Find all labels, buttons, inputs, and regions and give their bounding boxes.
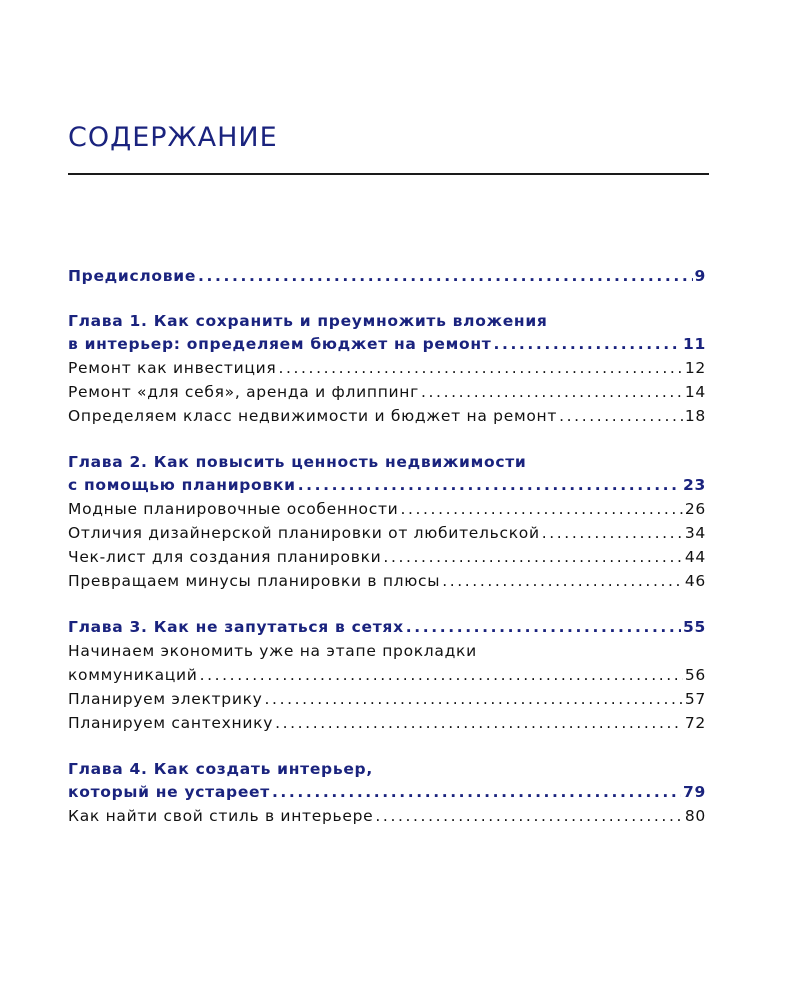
leader-dots — [375, 805, 682, 828]
leader-dots — [493, 333, 681, 356]
toc-section-1-3[interactable] — [68, 405, 706, 428]
toc-entry-title: коммуникаций — [68, 666, 198, 684]
toc-entry-page: 46 — [684, 572, 706, 590]
toc-entry-title: Предисловие — [68, 267, 197, 285]
leader-dots — [383, 546, 682, 569]
toc-entry-page: 14 — [684, 383, 706, 401]
toc-section-2-4[interactable] — [68, 570, 706, 593]
toc-entry-title: Отличия дизайнерской планировки от любительской — [68, 524, 540, 542]
toc-entry-title: Планируем сантехнику — [68, 714, 274, 732]
toc-section-4-1[interactable] — [68, 805, 706, 828]
toc-entry-page: 26 — [684, 500, 706, 518]
toc-entry-title: Глава 2. Как повысить ценность недвижимости — [68, 453, 527, 471]
toc-entry-title: в интерьер: определяем бюджет на ремонт — [68, 335, 492, 353]
toc-entry-page: 80 — [684, 807, 706, 825]
toc-entry-page: 9 — [694, 267, 706, 285]
toc-section-3-1-line2[interactable] — [68, 664, 706, 687]
toc-chapter-3[interactable] — [68, 616, 706, 639]
toc-section-2-1[interactable] — [68, 498, 706, 521]
toc-chapter-4-line2[interactable] — [68, 781, 706, 804]
toc-entry-title: Глава 1. Как сохранить и преумножить вложения — [68, 312, 548, 330]
toc-entry-title: Превращаем минусы планировки в плюсы — [68, 572, 441, 590]
toc-entry-page: 79 — [683, 783, 706, 801]
leader-dots — [406, 616, 681, 639]
leader-dots — [265, 688, 683, 711]
toc-entry-title: Ремонт «для себя», аренда и флиппинг — [68, 383, 419, 401]
toc-entry-title: Чек-лист для создания планировки — [68, 548, 382, 566]
toc-section-3-2[interactable] — [68, 688, 706, 711]
toc-entry-page: 12 — [684, 359, 706, 377]
toc-section-1-1[interactable] — [68, 357, 706, 380]
toc-entry-page: 72 — [684, 714, 706, 732]
leader-dots — [421, 381, 683, 404]
toc-entry-page: 18 — [684, 407, 706, 425]
toc-entry-page: 11 — [683, 335, 706, 353]
leader-dots — [400, 498, 682, 521]
toc-entry-title: Начинаем экономить уже на этапе прокладки — [68, 642, 477, 660]
toc-section-1-2[interactable] — [68, 381, 706, 404]
toc-entry-page: 57 — [684, 690, 706, 708]
leader-dots — [298, 474, 681, 497]
toc-entry-page: 23 — [683, 476, 706, 494]
leader-dots — [198, 265, 692, 288]
leader-dots — [272, 781, 681, 804]
leader-dots — [200, 664, 683, 687]
toc-chapter-1-line1[interactable] — [68, 310, 706, 333]
toc-chapter-2-line2[interactable] — [68, 474, 706, 497]
toc-entry-title: Определяем класс недвижимости и бюджет на ремонт — [68, 407, 558, 425]
toc-chapter-2-line1[interactable] — [68, 451, 706, 474]
toc-entry-preface[interactable] — [68, 265, 706, 288]
toc-chapter-1-line2[interactable] — [68, 333, 706, 356]
title-divider — [68, 173, 709, 175]
toc-entry-page: 44 — [684, 548, 706, 566]
leader-dots — [278, 357, 682, 380]
toc-entry-title: с помощью планировки — [68, 476, 296, 494]
toc-entry-title: Глава 4. Как создать интерьер, — [68, 760, 373, 778]
toc-chapter-4-line1[interactable] — [68, 758, 706, 781]
toc-section-3-3[interactable] — [68, 712, 706, 735]
toc-entry-title: Модные планировочные особенности — [68, 500, 399, 518]
toc-section-3-1-line1[interactable] — [68, 640, 706, 663]
leader-dots — [275, 712, 683, 735]
leader-dots — [559, 405, 683, 428]
leader-dots — [542, 522, 683, 545]
toc-entry-title: Ремонт как инвестиция — [68, 359, 277, 377]
toc-entry-page: 56 — [684, 666, 706, 684]
toc-entry-title: Глава 3. Как не запутаться в сетях — [68, 618, 404, 636]
toc-section-2-3[interactable] — [68, 546, 706, 569]
leader-dots — [442, 570, 683, 593]
toc-entry-page: 55 — [683, 618, 706, 636]
toc-section-2-2[interactable] — [68, 522, 706, 545]
page-title: СОДЕРЖАНИЕ — [68, 122, 278, 153]
toc-entry-page: 34 — [684, 524, 706, 542]
toc-entry-title: Планируем электрику — [68, 690, 263, 708]
toc-entry-title: который не устареет — [68, 783, 270, 801]
toc-entry-title: Как найти свой стиль в интерьере — [68, 807, 374, 825]
